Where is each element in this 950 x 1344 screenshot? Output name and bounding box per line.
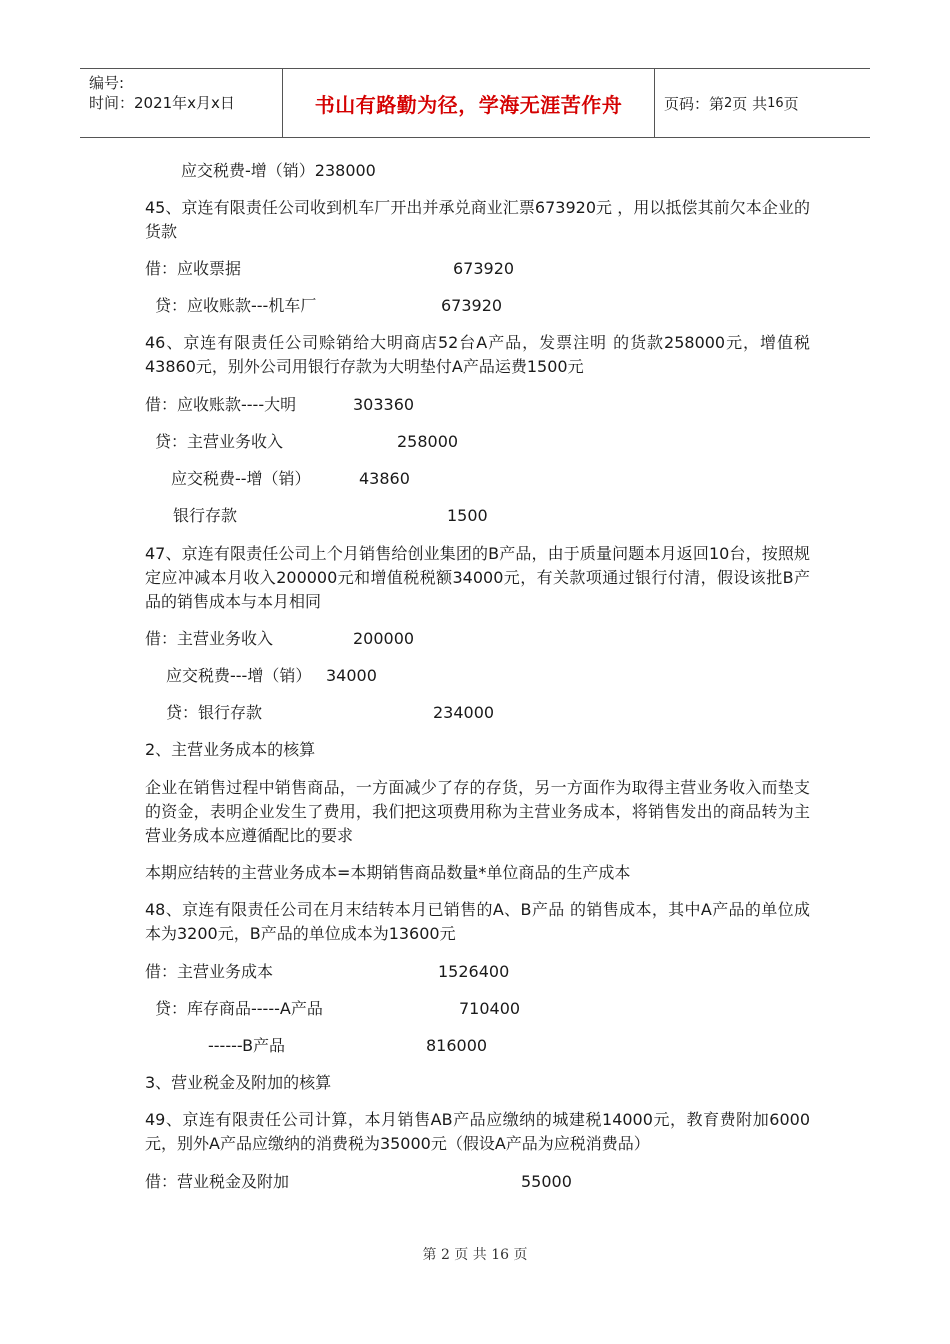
journal-line: 借：主营业务收入: [145, 629, 274, 648]
question-47: 47、京连有限责任公司上个月销售给创业集团的B产品，由于质量问题本月返回10台，按照规定应冲减本月收入200000元和增值税税额34000元，有关款项通过银行付清，假设该批B产品的销售成本与本月相同: [145, 544, 810, 611]
journal-line: 应交税费-增（销）238000: [181, 161, 376, 180]
question-45: 45、京连有限责任公司收到机车厂开出并承兑商业汇票673920元 ，用以抵偿其前欠本企业的货款: [145, 198, 810, 241]
journal-amount: 816000: [426, 1036, 488, 1055]
journal-amount: 1526400: [438, 962, 510, 981]
question-46: 46、京连有限责任公司赊销给大明商店52台A产品，发票注明 的货款258000元，增值税43860元，别外公司用银行存款为大明垫付A产品运费1500元: [145, 333, 810, 376]
question-48: 48、京连有限责任公司在月末结转本月已销售的A、B产品 的销售成本，其中A产品的单位成本为3200元，B产品的单位成本为13600元: [145, 900, 810, 943]
journal-amount: 710400: [459, 999, 521, 1018]
journal-line: ------B产品: [208, 1036, 286, 1055]
journal-line: 应交税费--增（销）: [171, 469, 311, 488]
document-time-label: 时间：2021年x月x日: [89, 94, 235, 112]
journal-amount: 673920: [453, 259, 515, 278]
question-49: 49、京连有限责任公司计算，本月销售AB产品应缴纳的城建税14000元，教育费附加6000元，别外A产品应缴纳的消费税为35000元（假设A产品为应税消费品）: [145, 1110, 810, 1153]
journal-amount: 234000: [433, 703, 495, 722]
journal-line: 借：应收账款----大明: [145, 395, 297, 414]
section-heading: 2、主营业务成本的核算: [145, 740, 316, 759]
journal-amount: 1500: [447, 506, 488, 525]
paragraph: 企业在销售过程中销售商品，一方面减少了存的存货，另一方面作为取得主营业务收入而垫支的资金，表明企业发生了费用，我们把这项费用称为主营业务成本，将销售发出的商品转为主营业务成本应遵循配比的要求: [145, 778, 810, 845]
journal-line: 贷：库存商品-----A产品: [155, 999, 323, 1018]
journal-line: 贷：银行存款: [166, 703, 263, 722]
page-number: 2: [724, 95, 733, 111]
page-suffix: 页: [783, 94, 799, 113]
formula-line: 本期应结转的主营业务成本=本期销售商品数量*单位商品的生产成本: [145, 863, 631, 882]
page-mid: 页 共: [732, 94, 768, 113]
journal-line: 借：应收票据: [145, 259, 242, 278]
journal-line: 银行存款: [173, 506, 238, 525]
journal-line: 贷：主营业务收入: [155, 432, 284, 451]
header-motto: 书山有路勤为径，学海无涯苦作舟: [314, 92, 623, 117]
journal-line: 借：主营业务成本: [145, 962, 274, 981]
journal-amount: 303360: [353, 395, 415, 414]
journal-amount: 673920: [441, 296, 503, 315]
header-page-indicator: [664, 69, 799, 137]
page-prefix: 页码：第: [664, 94, 725, 113]
journal-amount: 43860: [359, 469, 410, 488]
journal-amount: 200000: [353, 629, 415, 648]
journal-amount: 55000: [521, 1172, 572, 1191]
journal-amount: 34000: [326, 666, 377, 685]
page-total: 16: [767, 95, 784, 111]
journal-amount: 258000: [397, 432, 459, 451]
header-divider: [654, 69, 655, 137]
header-meta: [89, 73, 235, 113]
journal-line: 应交税费---增（销）: [166, 666, 312, 685]
page-footer: 第 2 页 共 16 页: [422, 1247, 528, 1263]
journal-line: 借：营业税金及附加: [145, 1172, 290, 1191]
section-heading: 3、营业税金及附加的核算: [145, 1073, 332, 1092]
journal-line: 贷：应收账款---机车厂: [155, 296, 317, 315]
page-header: [80, 68, 870, 138]
document-number-label: 编号:: [89, 74, 125, 92]
